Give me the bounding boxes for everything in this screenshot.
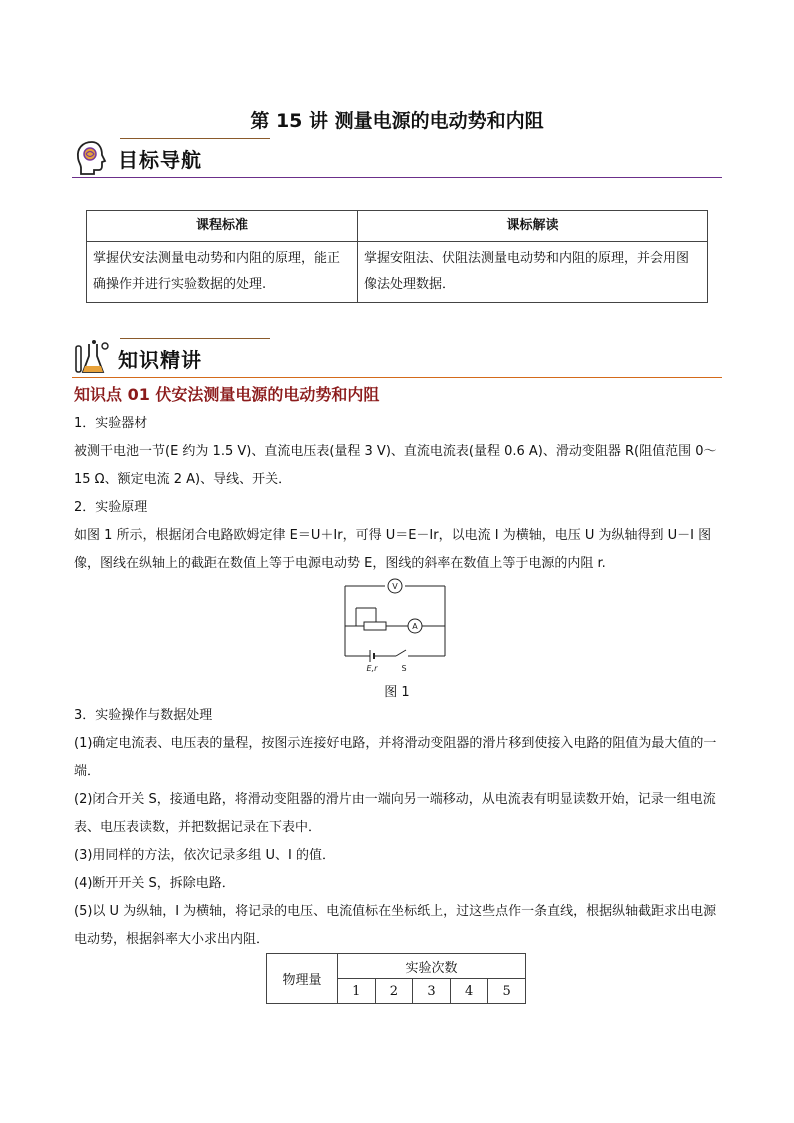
table-col-header: 1 [338, 979, 376, 1004]
lab-flask-icon [72, 338, 112, 378]
paragraph: 被测干电池一节(E 约为 1.5 V)、直流电压表(量程 3 V)、直流电流表(量程 0.6 A)、滑动变阻器 R(阻值范围 0～15 Ω、额定电流 2 A)、导线、开关． [74, 444, 717, 487]
text-block [74, 410, 724, 578]
table-col-header: 5 [488, 979, 526, 1004]
section-header-goals [72, 138, 722, 182]
section-header-knowledge [72, 338, 722, 382]
subheading: 1．实验器材 [74, 416, 148, 431]
ammeter-label: A [412, 622, 418, 631]
step-item: (2)闭合开关 S，接通电路，将滑动变阻器的滑片由一端向另一端移动，从电流表有明显读数开始，记录一组电流表、电压表读数，并把数据记录在下表中． [74, 792, 716, 835]
table-header: 课标解读 [358, 211, 708, 242]
knowledge-point-title: 知识点 01 伏安法测量电源的电动势和内阻 [74, 385, 380, 404]
switch-label: S [401, 664, 407, 673]
table-col-header: 3 [413, 979, 451, 1004]
page-title: 第 15 讲 测量电源的电动势和内阻 [250, 110, 544, 132]
section-heading: 知识精讲 [118, 348, 202, 372]
table-cell: 掌握伏安法测量电动势和内阻的原理，能正确操作并进行实验数据的处理. [87, 242, 358, 303]
table-col-header: 2 [375, 979, 413, 1004]
table-row-header: 物理量 [267, 954, 338, 1004]
battery-label: E,r [366, 664, 378, 673]
text-block [74, 702, 724, 954]
table-group-header: 实验次数 [338, 954, 526, 979]
step-item: (4)断开开关 S，拆除电路． [74, 876, 235, 891]
step-item: (1)确定电流表、电压表的量程，按图示连接好电路，并将滑动变阻器的滑片移到使接入电路的阻值为最大值的一端． [74, 736, 717, 779]
table-cell: 掌握安阻法、伏阻法测量电动势和内阻的原理，并会用图像法处理数据． [358, 242, 708, 303]
circuit-diagram [340, 576, 450, 674]
head-brain-icon [72, 138, 112, 178]
section-heading: 目标导航 [118, 148, 202, 172]
paragraph: 如图 1 所示，根据闭合电路欧姆定律 E＝U＋Ir，可得 U＝E－Ir，以电流 I 为横轴，电压 U 为纵轴得到 U－I 图像，图线在纵轴上的截距在数值上等于电源电动势 E，图线的斜率在数值上等于电源的内阻 r. [74, 528, 712, 571]
subheading: 2．实验原理 [74, 500, 148, 515]
standards-table [86, 210, 708, 303]
voltmeter-label: V [392, 582, 398, 591]
figure-caption: 图 1 [384, 685, 410, 700]
step-item: (5)以 U 为纵轴，I 为横轴，将记录的电压、电流值标在坐标纸上，过这些点作一条直线，根据纵轴截距求出电源电动势，根据斜率大小求出内阻． [74, 904, 717, 947]
table-col-header: 4 [450, 979, 488, 1004]
step-item: (3)用同样的方法，依次记录多组 U、I 的值． [74, 848, 336, 863]
subheading: 3．实验操作与数据处理 [74, 708, 213, 723]
table-header: 课程标准 [87, 211, 358, 242]
experiment-table [266, 953, 526, 1004]
